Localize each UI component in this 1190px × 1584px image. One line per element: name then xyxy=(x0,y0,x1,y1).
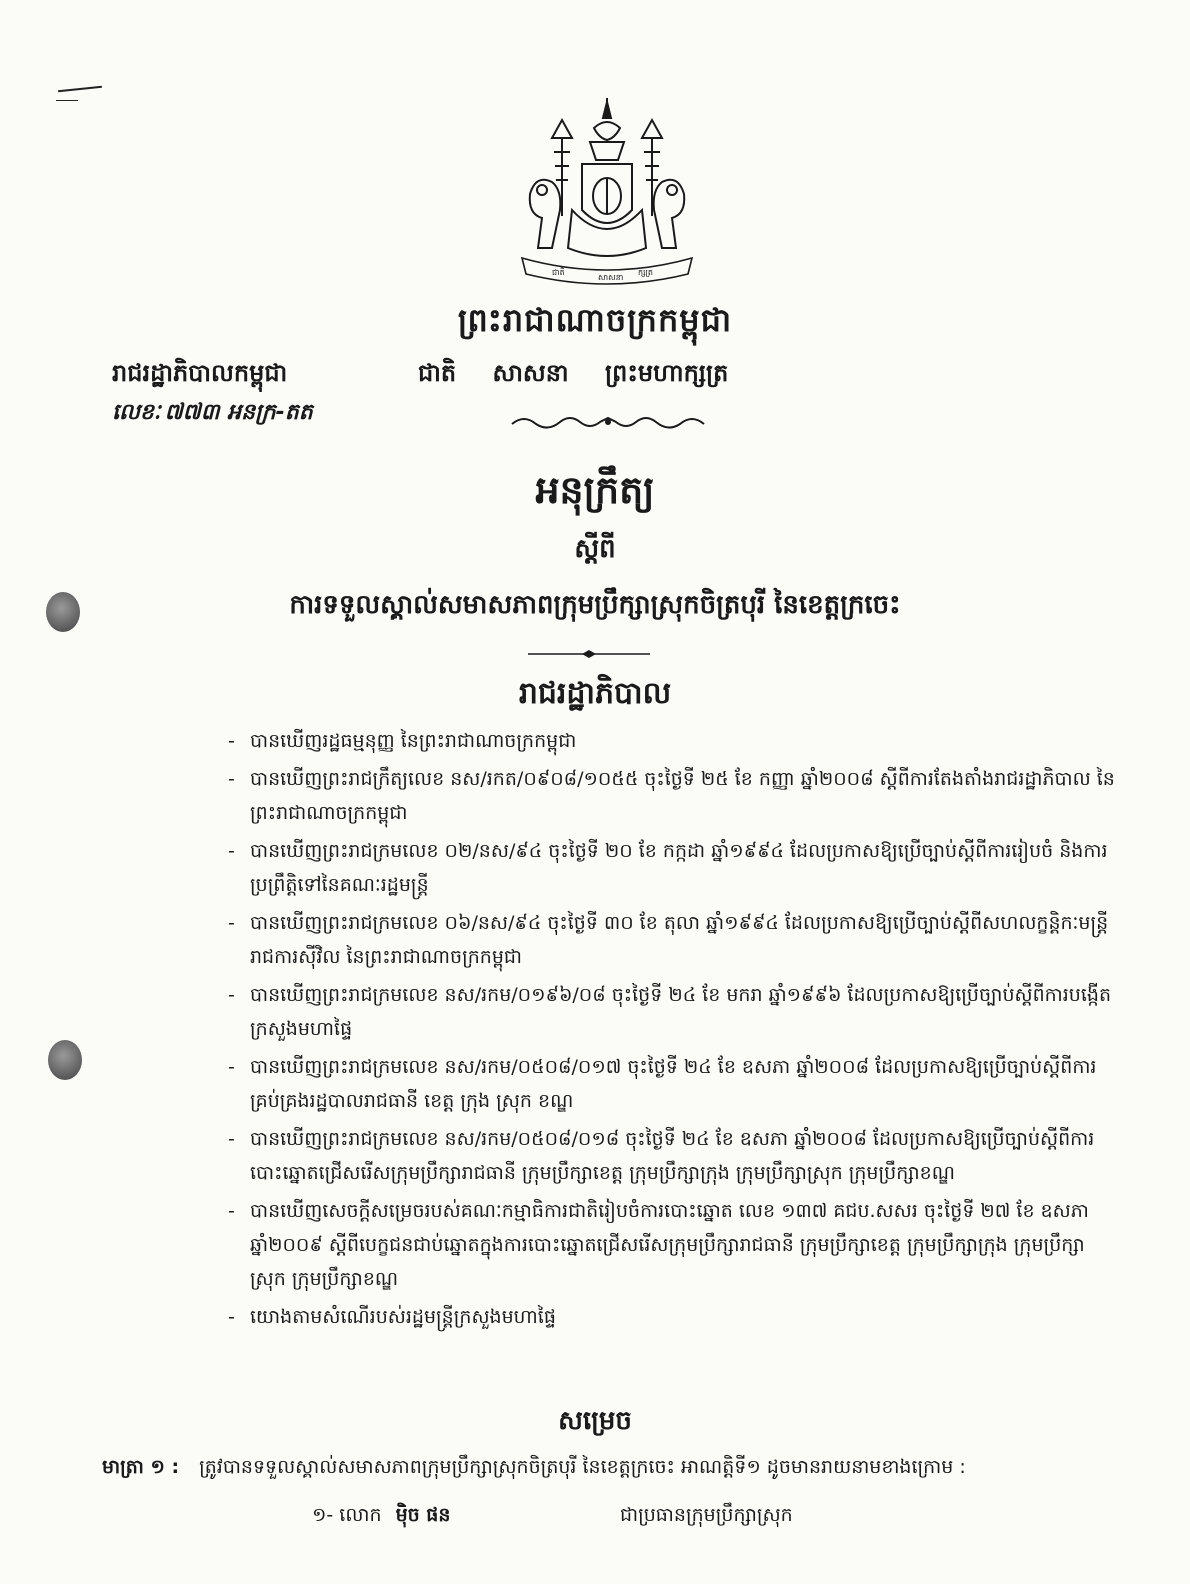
government-heading: រាជរដ្ឋាភិបាល xyxy=(518,676,672,711)
preamble-item: - យោងតាមសំណើរបស់រដ្ឋមន្ត្រីក្រសួងមហាផ្ទៃ xyxy=(226,1300,1118,1334)
document-number-label: លេខៈ xyxy=(112,400,161,425)
document-type-title: អនុក្រឹត្យ xyxy=(535,468,655,512)
preamble-item: - បានឃើញរដ្ឋធម្មនុញ្ញ នៃព្រះរាជាណាចក្រកម្ពុជា xyxy=(226,724,1118,758)
member-role: ជាប្រធានក្រុមប្រឹក្សាស្រុក xyxy=(620,1504,793,1526)
member-title: លោក xyxy=(339,1504,382,1526)
article-text: ត្រូវបានទទួលស្គាល់សមាសភាពក្រុមប្រឹក្សាស្រុកចិត្របុរី នៃខេត្តក្រចេះ អាណត្តិទី១ ដូចមានរាយនាមខាងក្រោម : xyxy=(199,1456,966,1478)
decree-subject: ការទទួលស្គាល់សមាសភាពក្រុមប្រឹក្សាស្រុកចិត្របុរី នៃខេត្តក្រចេះ xyxy=(289,590,901,620)
preamble-item: - បានឃើញព្រះរាជក្រមលេខ នស/រកម/០៥០៨/០១៧ ចុះថ្ងៃទី ២៤ ខែ ឧសភា ឆ្នាំ២០០៨ ដែលប្រកាសឱ្យប្រើច្បាប់ស្តីពីការគ្រប់គ្រងរដ្ឋបាលរាជធានី ខេត្ត ក្រុង ស្រុក ខណ្ឌ xyxy=(226,1050,1118,1118)
member-name-line xyxy=(312,1500,450,1530)
scan-mark xyxy=(58,86,102,93)
emblem-ribbon-text: ជាតិ xyxy=(552,268,565,277)
decides-heading: សម្រេច xyxy=(558,1406,632,1436)
punch-hole-lower xyxy=(48,1040,82,1080)
preamble-item: - បានឃើញព្រះរាជក្រមលេខ ០៦/នស/៩៤ ចុះថ្ងៃទី ៣០ ខែ តុលា ឆ្នាំ១៩៩៤ ដែលប្រកាសឱ្យប្រើច្បាប់ស្តីពីសហលក្ខន្តិកៈមន្ត្រីរាជការស៊ីវិល នៃព្រះរាជាណាចក្រកម្ពុជា xyxy=(226,906,1118,974)
article-1 xyxy=(102,1452,1112,1482)
motto-word: សាសនា xyxy=(492,359,569,387)
emblem-ribbon-text: សាសនា xyxy=(598,273,624,282)
preamble-item: - បានឃើញព្រះរាជក្រមលេខ ០២/នស/៩៤ ចុះថ្ងៃទី ២០ ខែ កក្កដា ឆ្នាំ១៩៩៤ ដែលប្រកាសឱ្យប្រើច្បាប់ស្តីពីការរៀបចំ និងការប្រព្រឹត្តិទៅនៃគណៈរដ្ឋមន្ត្រី xyxy=(226,834,1118,902)
royal-coat-of-arms-icon xyxy=(512,98,702,288)
preamble-item: - បានឃើញសេចក្តីសម្រេចរបស់គណៈកម្មាធិការជាតិរៀបចំការបោះឆ្នោត លេខ ១៣៧ គជប.សសរ ចុះថ្ងៃទី ២៧ ខែ ឧសភា ឆ្នាំ២០០៩ ស្តីពីបេក្ខជនជាប់ឆ្នោតក្នុងការបោះឆ្នោតជ្រើសរើសក្រុមប្រឹក្សារាជធានី ក្រុមប្រឹក្សាខេត្ត ក្រុមប្រឹក្សាក្រុង ក្រុមប្រឹក្សាស្រុក ក្រុមប្រឹក្សាខណ្ឌ xyxy=(226,1194,1118,1296)
preamble-list xyxy=(226,724,1118,1338)
government-name: រាជរដ្ឋាភិបាលកម្ពុជា xyxy=(112,359,288,387)
preamble-item: - បានឃើញព្រះរាជក្រឹត្យលេខ នស/រកត/០៩០៨/១០៥៥ ចុះថ្ងៃទី ២៥ ខែ កញ្ញា ឆ្នាំ២០០៨ ស្តីពីការតែងតាំងរាជរដ្ឋាភិបាល នៃព្រះរាជាណាចក្រកម្ពុជា xyxy=(226,762,1118,830)
about-label: ស្តីពី xyxy=(574,534,616,564)
scan-mark xyxy=(56,100,78,101)
article-label: មាត្រា ១ : xyxy=(102,1456,180,1478)
document-number-value: ៧៧៣ អនក្រ-តត xyxy=(164,400,313,425)
ornamental-divider-icon xyxy=(528,650,650,658)
document-number xyxy=(112,398,313,430)
member-index: ១- xyxy=(312,1504,334,1526)
ornamental-flourish-icon xyxy=(508,410,708,434)
emblem-ribbon-text: ក្សត្រ xyxy=(638,268,653,277)
kingdom-heading: ព្រះរាជាណាចក្រកម្ពុជា xyxy=(457,301,733,339)
preamble-item: - បានឃើញព្រះរាជក្រមលេខ នស/រកម/០១៩៦/០៨ ចុះថ្ងៃទី ២៤ ខែ មករា ឆ្នាំ១៩៩៦ ដែលប្រកាសឱ្យប្រើច្បាប់ស្តីពីការបង្កើតក្រសួងមហាផ្ទៃ xyxy=(226,978,1118,1046)
national-motto xyxy=(418,358,728,393)
motto-word: ព្រះមហាក្សត្រ xyxy=(604,359,729,387)
preamble-item: - បានឃើញព្រះរាជក្រមលេខ នស/រកម/០៥០៨/០១៨ ចុះថ្ងៃទី ២៤ ខែ ឧសភា ឆ្នាំ២០០៨ ដែលប្រកាសឱ្យប្រើច្បាប់ស្តីពីការបោះឆ្នោតជ្រើសរើសក្រុមប្រឹក្សារាជធានី ក្រុមប្រឹក្សាខេត្ត ក្រុមប្រឹក្សាក្រុង ក្រុមប្រឹក្សាស្រុក ក្រុមប្រឹក្សាខណ្ឌ xyxy=(226,1122,1118,1190)
motto-word: ជាតិ xyxy=(418,359,457,387)
member-name: ម៉ិច ផន xyxy=(395,1504,451,1526)
